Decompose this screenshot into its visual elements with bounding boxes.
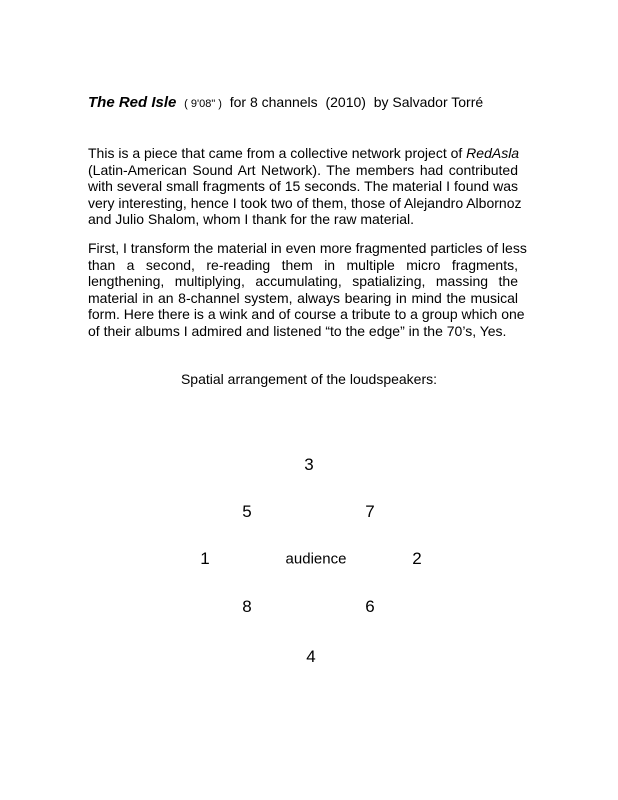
speaker-1: 1 [200, 549, 210, 568]
speaker-7: 7 [365, 502, 375, 521]
work-title: The Red Isle [88, 94, 177, 111]
text-line: of their albums I admired and listened “to the edge” in the 70’s, Yes. [88, 322, 507, 339]
document-title [88, 94, 483, 111]
speaker-8: 8 [242, 597, 252, 616]
speaker-3: 3 [304, 455, 314, 474]
duration: ( 9'08" ) [184, 98, 222, 110]
speaker-4: 4 [306, 647, 316, 666]
audience-label: audience [285, 550, 347, 568]
text-line: than a second, re-reading them in multiple micro fragments, [88, 256, 518, 273]
text-line: (Latin-American Sound Art Network). The members had contributed [88, 161, 518, 178]
network-name: RedAsla [466, 145, 520, 161]
text-line: very interesting, hence I took two of them, those of Alejandro Albornoz [88, 194, 522, 211]
text-line: and Julio Shalom, whom I thank for the raw material. [88, 211, 415, 228]
speaker-6: 6 [365, 597, 375, 616]
diagram-caption: Spatial arrangement of the loudspeakers: [180, 371, 438, 387]
text-line: with several small fragments of 15 seconds. The material I found was [88, 178, 518, 195]
text-line: form. Here there is a wink and of course a tribute to a group which one [88, 306, 525, 323]
speaker-2: 2 [412, 549, 422, 568]
paragraph-1 [88, 145, 522, 228]
text-line: First, I transform the material in even more fragmented particles of less [88, 240, 527, 256]
paragraph-2 [88, 240, 527, 340]
text-line: material in an 8-channel system, always bearing in mind the musical [88, 289, 518, 306]
text-line: This is a piece that came from a collective network project of RedAsla [88, 145, 520, 161]
channels: for 8 channels [229, 94, 318, 110]
author: by Salvador Torré [373, 94, 484, 110]
speaker-5: 5 [242, 502, 252, 521]
text-line: lengthening, multiplying, accumulating, spatializing, massing the [88, 273, 518, 290]
year: (2010) [325, 94, 366, 110]
